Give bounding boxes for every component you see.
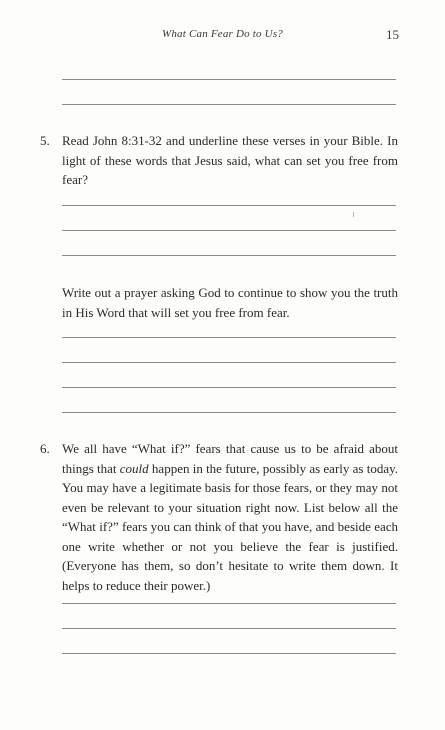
answer-line[interactable] <box>62 79 396 80</box>
question-6 <box>40 439 400 593</box>
print-speck <box>353 212 354 217</box>
running-head <box>0 28 445 48</box>
answer-line[interactable] <box>62 337 396 338</box>
answer-line[interactable] <box>62 255 396 256</box>
answer-line[interactable] <box>62 412 396 413</box>
answer-line[interactable] <box>62 387 396 388</box>
answer-line[interactable] <box>62 628 396 629</box>
question-text: Read John 8:31-32 and underline these verses in your Bible. In light of these words that Jesus said, what can set you free from fear? <box>62 133 398 187</box>
question-text-part: happen in the future, possibly as early as today. You may have a legitimate basis for those fears, or they may not even be relevant to your situation right now. List below all the “What if?” fears you can think of that you have, and beside each one write whether or not you believe the fear is justified. (Everyone has them, so don’t hesitate to write them down. It helps to reduce their power.) <box>62 460 399 593</box>
answer-line[interactable] <box>62 205 396 206</box>
answer-line[interactable] <box>62 603 396 604</box>
question-number: 6. <box>40 441 50 456</box>
question-5 <box>40 131 400 191</box>
emphasized-word: could <box>119 460 149 476</box>
question-text-part: We all have “What if?” fears that cause us to be afraid about things that <box>62 441 398 476</box>
answer-line[interactable] <box>62 362 396 363</box>
question-text <box>62 439 398 595</box>
question-number: 5. <box>40 133 50 148</box>
prayer-prompt: Write out a prayer asking God to continue to show you the truth in His Word that will set you free from fear. <box>62 285 398 320</box>
answer-line[interactable] <box>62 104 396 105</box>
answer-line[interactable] <box>62 230 396 231</box>
page-number: 15 <box>386 27 399 42</box>
running-title: What Can Fear Do to Us? <box>161 28 283 40</box>
answer-line[interactable] <box>62 653 396 654</box>
